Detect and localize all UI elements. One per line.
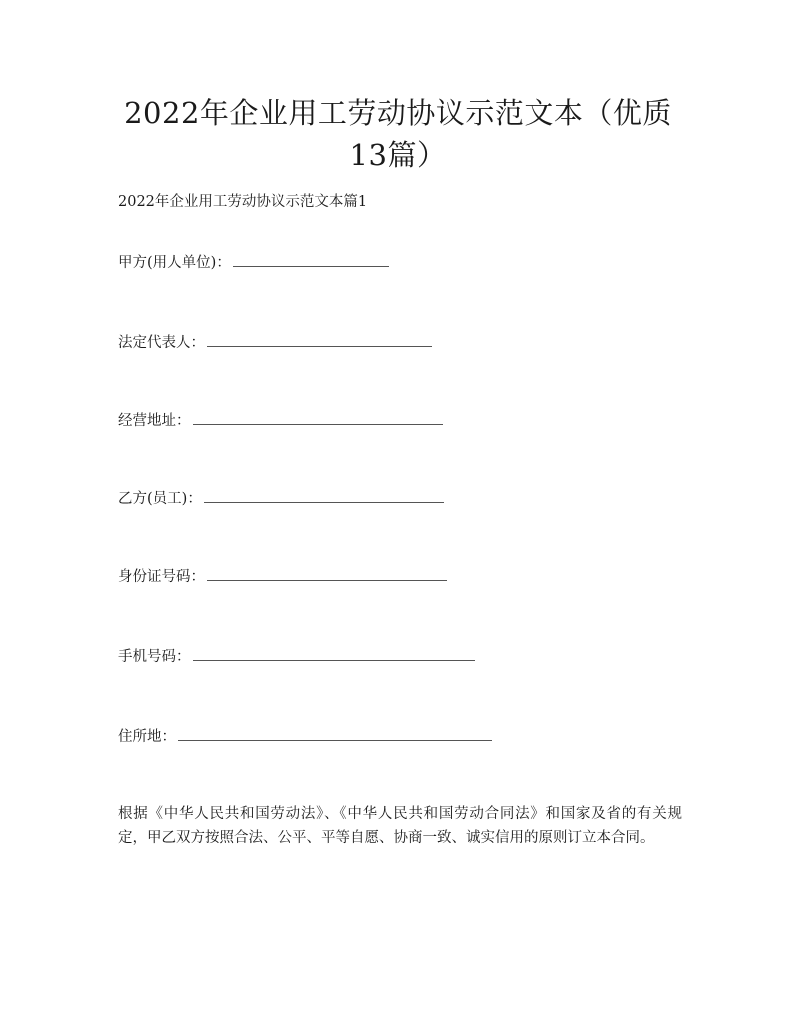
fill-in-blank[interactable] xyxy=(204,488,444,503)
fill-in-blank[interactable] xyxy=(207,566,447,581)
field-label: 乙方(员工)： xyxy=(118,491,202,507)
field-business-address xyxy=(118,410,443,431)
field-label: 甲方(用人单位)： xyxy=(118,255,231,271)
body-paragraph: 根据《中华人民共和国劳动法》、《中华人民共和国劳动合同法》和国家及省的有关规定，甲乙双方按照合法、公平、平等自愿、协商一致、诚实信用的原则订立本合同。 xyxy=(118,806,682,846)
field-party-a xyxy=(118,252,389,273)
fill-in-blank[interactable] xyxy=(178,726,492,741)
fill-in-blank[interactable] xyxy=(193,410,443,425)
field-label: 法定代表人： xyxy=(118,335,205,351)
field-phone-number xyxy=(118,646,475,667)
section-heading: 2022年企业用工劳动协议示范文本篇1 xyxy=(118,194,368,210)
fill-in-blank[interactable] xyxy=(207,332,432,347)
fill-in-blank[interactable] xyxy=(193,646,475,661)
field-label: 经营地址： xyxy=(118,413,191,429)
field-id-number xyxy=(118,566,447,587)
field-label: 住所地： xyxy=(118,729,176,745)
document-title: 2022年企业用工劳动协议示范文本（优质13篇） xyxy=(124,96,672,172)
field-label: 手机号码： xyxy=(118,649,191,665)
field-residence xyxy=(118,726,492,747)
fill-in-blank[interactable] xyxy=(233,252,389,267)
field-label: 身份证号码： xyxy=(118,569,205,585)
field-legal-representative xyxy=(118,332,432,353)
field-party-b xyxy=(118,488,444,509)
